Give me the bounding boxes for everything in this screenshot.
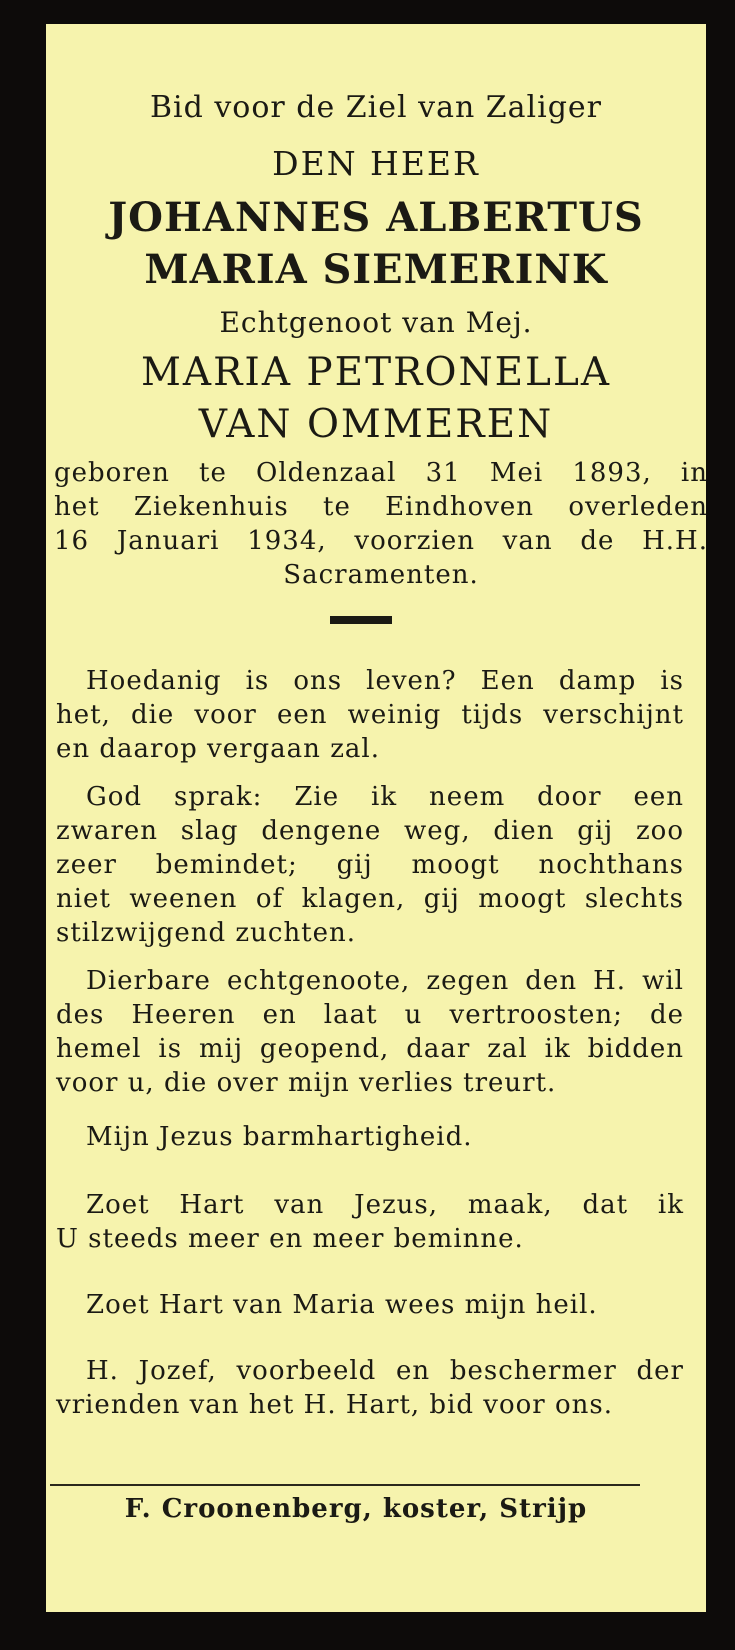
prayer-paragraph bbox=[56, 780, 684, 950]
prayer-paragraph bbox=[56, 1188, 684, 1256]
footer-rule bbox=[50, 1484, 640, 1486]
prayer-line: zwaren slag dengene weg, dien gij zoo bbox=[56, 816, 684, 846]
prayer-line: het, die voor een weinig tijds verschijnt bbox=[56, 700, 684, 730]
prayer-paragraph bbox=[56, 1288, 684, 1322]
bio-line: Sacramenten. bbox=[283, 560, 479, 590]
bio-line: het Ziekenhuis te Eindhoven overleden bbox=[54, 492, 708, 522]
prayer-line: U steeds meer en meer beminne. bbox=[56, 1224, 524, 1254]
card-title: DEN HEER bbox=[272, 144, 480, 183]
prayer-line: niet weenen of klagen, gij moogt slechts bbox=[56, 884, 684, 914]
bio-line: geboren te Oldenzaal 31 Mei 1893, in bbox=[54, 458, 708, 488]
deceased-name-line-2: MARIA SIEMERINK bbox=[144, 246, 608, 293]
prayer-paragraph bbox=[56, 964, 684, 1100]
card-intro: Bid voor de Ziel van Zaliger bbox=[149, 90, 603, 125]
prayer-paragraph bbox=[56, 1120, 684, 1154]
divider-bar bbox=[330, 616, 392, 624]
deceased-name-line-1: JOHANNES ALBERTUS bbox=[108, 194, 644, 241]
prayer-line: Zoet Hart van Maria wees mijn heil. bbox=[86, 1290, 598, 1320]
prayer-paragraph bbox=[56, 664, 684, 766]
prayer-line: zeer bemindet; gij moogt nochthans bbox=[56, 850, 684, 880]
prayer-line: hemel is mij geopend, daar zal ik bidden bbox=[56, 1034, 684, 1064]
prayer-line: voor u, die over mijn verlies treurt. bbox=[56, 1068, 557, 1098]
prayer-line: Dierbare echtgenoote, zegen den H. wil bbox=[86, 966, 684, 996]
bio-line: 16 Januari 1934, voorzien van de H.H. bbox=[54, 526, 708, 556]
memorial-card bbox=[46, 24, 706, 1612]
prayer-line: God sprak: Zie ik neem door een bbox=[86, 782, 684, 812]
prayer-paragraph bbox=[56, 1354, 684, 1422]
spouse-intro: Echtgenoot van Mej. bbox=[219, 306, 533, 339]
prayer-line: H. Jozef, voorbeeld en beschermer der bbox=[86, 1356, 684, 1386]
spouse-name-line-2: VAN OMMEREN bbox=[198, 402, 554, 447]
prayer-line: en daarop vergaan zal. bbox=[56, 734, 380, 764]
prayer-line: vrienden van het H. Hart, bid voor ons. bbox=[56, 1390, 613, 1420]
prayer-line: des Heeren en laat u vertroosten; de bbox=[56, 1000, 684, 1030]
prayer-line: stilzwijgend zuchten. bbox=[56, 918, 357, 948]
spouse-name-line-1: MARIA PETRONELLA bbox=[140, 350, 612, 395]
printer-credit: F. Croonenberg, koster, Strijp bbox=[124, 1494, 588, 1524]
prayer-line: Hoedanig is ons leven? Een damp is bbox=[86, 666, 684, 696]
prayer-line: Mijn Jezus barmhartigheid. bbox=[86, 1122, 473, 1152]
prayer-line: Zoet Hart van Jezus, maak, dat ik bbox=[86, 1190, 684, 1220]
